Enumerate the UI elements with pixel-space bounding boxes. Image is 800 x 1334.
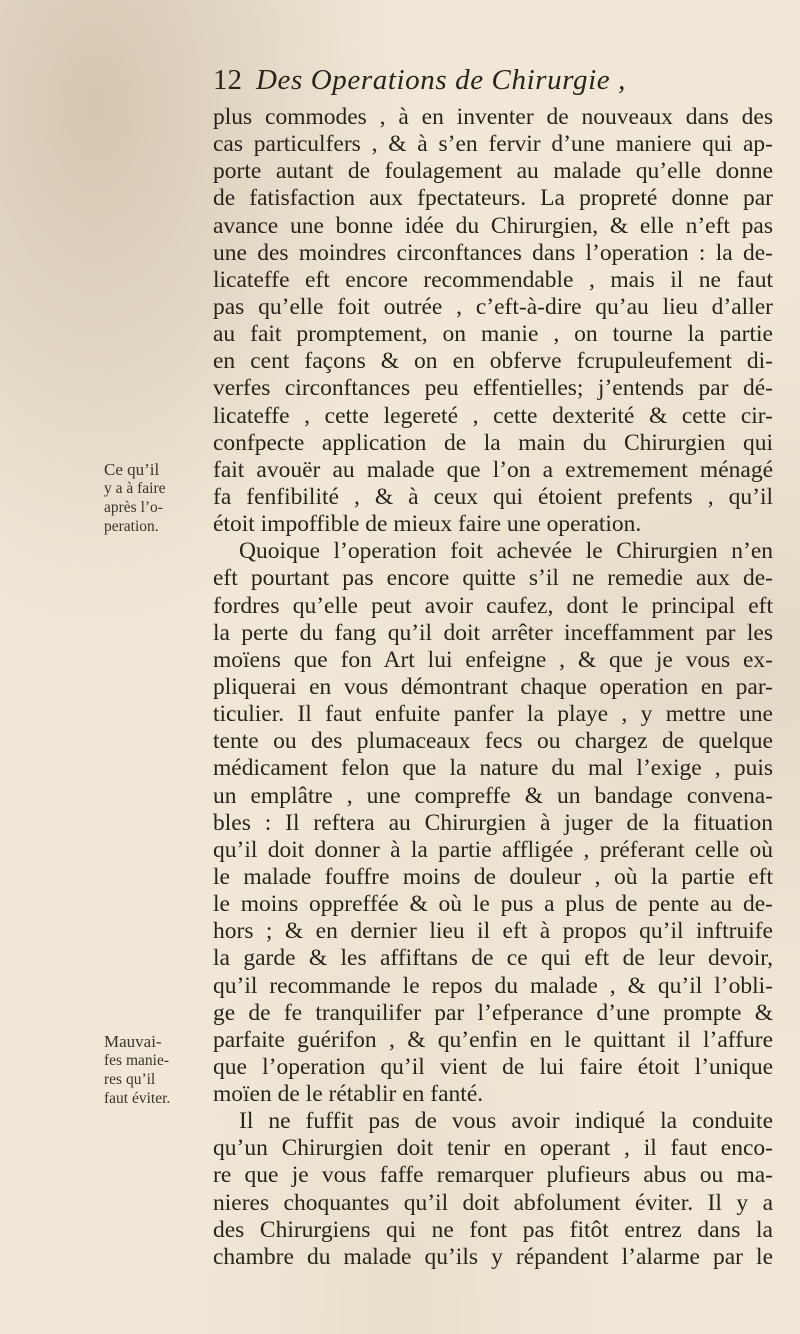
- text-line: pas qu’elle foit outrée , c’eft-à-dire qu’au lieu d’aller: [213, 293, 773, 320]
- margin-note-line: y a à faire: [104, 480, 166, 497]
- text-line: nieres choquantes qu’il doit abfolument éviter. Il y a: [213, 1189, 773, 1216]
- text-line: eft pourtant pas encore quitte s’il ne remedie aux de-: [213, 565, 773, 592]
- text-line: cas particulfers , & à s’en fervir d’une maniere qui ap-: [213, 131, 773, 158]
- margin-note-line: Ce qu’il: [104, 460, 160, 479]
- text-line: licateffe eft encore recommendable , mais il ne faut: [213, 266, 773, 293]
- margin-note-line: faut éviter.: [104, 1090, 171, 1107]
- margin-note-line: après l’o-: [104, 499, 163, 516]
- text-line: parfaite guérifon , & qu’enfin en le quittant il l’affure: [213, 1026, 773, 1053]
- margin-note-bad-manners: [104, 1032, 210, 1108]
- paragraph-start-line: Il ne fuffit pas de vous avoir indiqué la conduite: [239, 1108, 773, 1135]
- text-line: chambre du malade qu’ils y répandent l’alarme par le: [213, 1243, 773, 1270]
- text-line: au fait promptement, on manie , on tourne la partie: [213, 321, 773, 348]
- margin-note-line: res qu’il: [104, 1071, 156, 1088]
- margin-note-line: peration.: [104, 518, 159, 535]
- text-line: tente ou des plumaceaux fecs ou chargez de quelque: [213, 728, 773, 755]
- text-line: fait avouër au malade que l’on a extremement ménagé: [213, 456, 773, 483]
- text-line: en cent façons & on en obferve fcrupuleufement di-: [213, 348, 773, 375]
- text-line: qu’il recommande le repos du malade , & qu’il l’obli-: [213, 972, 773, 999]
- text-line: re que je vous faffe remarquer plufieurs abus ou ma-: [213, 1162, 773, 1189]
- text-line: pliquerai en vous démontrant chaque operation en par-: [213, 673, 773, 700]
- text-line: avance une bonne idée du Chirurgien, & elle n’eft pas: [213, 212, 773, 239]
- text-line: ticulier. Il faut enfuite panfer la playe , y mettre une: [213, 701, 773, 728]
- text-line: une des moindres circonftances dans l’operation : la de-: [213, 239, 773, 266]
- text-line: porte autant de foulagement au malade qu’elle donne: [213, 158, 773, 185]
- running-title: Des Operations de Chirurgie ,: [256, 64, 626, 96]
- text-line: qu’il doit donner à la partie affligée , préferant celle où: [213, 836, 773, 863]
- page-header: [213, 58, 773, 102]
- text-line: moïen de le rétablir en fanté.: [213, 1081, 484, 1108]
- text-line: qu’un Chirurgien doit tenir en operant , il faut enco-: [213, 1135, 773, 1162]
- text-line: ge de fe tranquilifer par l’efperance d’une prompte &: [213, 999, 773, 1026]
- text-line: un emplâtre , une compreffe & un bandage convena-: [213, 782, 773, 809]
- text-line: confpecte application de la main du Chirurgien qui: [213, 429, 773, 456]
- text-line: la garde & les affiftans de ce qui eft de leur devoir,: [213, 945, 773, 972]
- text-line: moïens que fon Art lui enfeigne , & que je vous ex-: [213, 646, 773, 673]
- text-line: le moins oppreffée & où le pus a plus de pente au de-: [213, 891, 773, 918]
- text-line: médicament felon que la nature du mal l’exige , puis: [213, 755, 773, 782]
- text-line: fordres qu’elle peut avoir caufez, dont le principal eft: [213, 592, 773, 619]
- text-line: plus commodes , à en inventer de nouveaux dans des: [213, 104, 773, 130]
- body-text: [213, 104, 773, 1271]
- margin-note-line: Mauvai-: [104, 1032, 162, 1051]
- paragraph-start-line: Quoique l’operation foit achevée le Chirurgien n’en: [239, 538, 773, 565]
- text-line: le malade fouffre moins de douleur , où la partie eft: [213, 863, 773, 890]
- text-line: la perte du fang qu’il doit arrêter inceffamment par les: [213, 619, 773, 646]
- text-line: que l’operation qu’il vient de lui faire étoit l’unique: [213, 1053, 773, 1080]
- text-line: hors ; & en dernier lieu il eft à propos qu’il inftruife: [213, 918, 773, 945]
- text-line: bles : Il reftera au Chirurgien à juger de la fituation: [213, 809, 773, 836]
- margin-note-line: fes manie-: [104, 1052, 169, 1069]
- text-line: fa fenfibilité , & à ceux qui étoient prefents , qu’il: [213, 483, 773, 510]
- text-line: de fatisfaction aux fpectateurs. La propreté donne par: [213, 185, 773, 212]
- text-line: étoit impoffible de mieux faire une operation.: [213, 511, 642, 538]
- text-line: licateffe , cette legereté , cette dexterité & cette cir-: [213, 402, 773, 429]
- margin-note-after-operation: [104, 460, 210, 536]
- text-line: verfes circonftances peu effentielles; j’entends par dé-: [213, 375, 773, 402]
- text-line: des Chirurgiens qui ne font pas fitôt entrez dans la: [213, 1216, 773, 1243]
- page-number: 12: [213, 64, 242, 96]
